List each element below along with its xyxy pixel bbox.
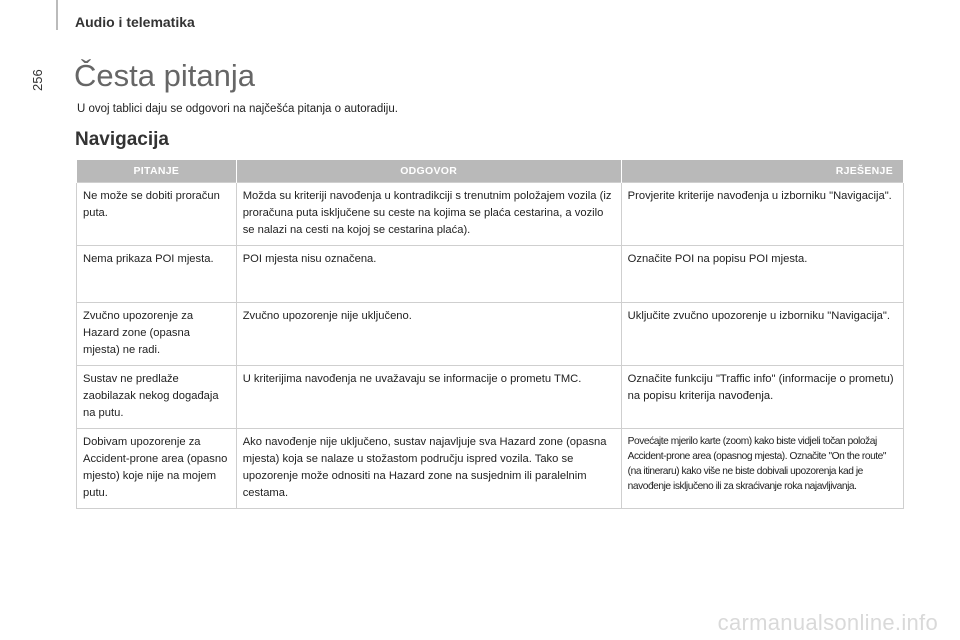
page-number: 256 [30,69,45,91]
section-subtitle: Navigacija [75,129,169,150]
answer-cell: Možda su kriteriji navođenja u kontradikciji s trenutnim položajem vozila (iz proračuna puta isključene su ceste na kojima se plaća cestarina, a vozilo se nalazi na cesti na kojoj se cestarina plaća). [236,183,621,246]
header-answer: ODGOVOR [236,160,621,183]
solution-cell: Uključite zvučno upozorenje u izborniku "Navigacija". [621,303,903,366]
question-cell: Zvučno upozorenje za Hazard zone (opasna mjesta) ne radi. [77,303,237,366]
question-cell: Sustav ne predlaže zaobilazak nekog događaja na putu. [77,366,237,429]
question-cell: Ne može se dobiti proračun puta. [77,183,237,246]
header-solution: RJEŠENJE [621,160,903,183]
section-header: Audio i telematika [75,14,195,30]
table-row [77,183,904,246]
solution-cell: Označite funkciju "Traffic info" (informacije o prometu) na popisu kriterija navođenja. [621,366,903,429]
table-row [77,429,904,509]
margin-rule [56,0,58,30]
answer-cell: U kriterijima navođenja ne uvažavaju se informacije o prometu TMC. [236,366,621,429]
solution-cell: Provjerite kriterije navođenja u izborniku "Navigacija". [621,183,903,246]
faq-table [76,160,904,509]
header-question: PITANJE [77,160,237,183]
table-header-row [77,160,904,183]
solution-cell: Označite POI na popisu POI mjesta. [621,246,903,303]
watermark: carmanualsonline.info [717,610,938,635]
table-row [77,246,904,303]
question-cell: Nema prikaza POI mjesta. [77,246,237,303]
table-row [77,303,904,366]
answer-cell: POI mjesta nisu označena. [236,246,621,303]
question-cell: Dobivam upozorenje za Accident-prone area (opasno mjesto) koje nije na mojem putu. [77,429,237,509]
page-title: Česta pitanja [74,58,255,93]
table-row [77,366,904,429]
answer-cell: Zvučno upozorenje nije uključeno. [236,303,621,366]
solution-cell: Povećajte mjerilo karte (zoom) kako biste vidjeli točan položaj Accident-prone area (opasnog mjesta). Označite "On the route" (na itineraru) kako više ne biste dobivali upozorenja kad je navođenje isključeno ili za skraćivanje roka najavljivanja. [621,429,903,509]
answer-cell: Ako navođenje nije uključeno, sustav najavljuje sva Hazard zone (opasna mjesta) koja se nalaze u stožastom području ispred vozila. Tako se upozorenje može odnositi na Hazard zone na susjednim ili paralelnim cestama. [236,429,621,509]
intro-text: U ovoj tablici daju se odgovori na najčešća pitanja o autoradiju. [77,103,398,115]
